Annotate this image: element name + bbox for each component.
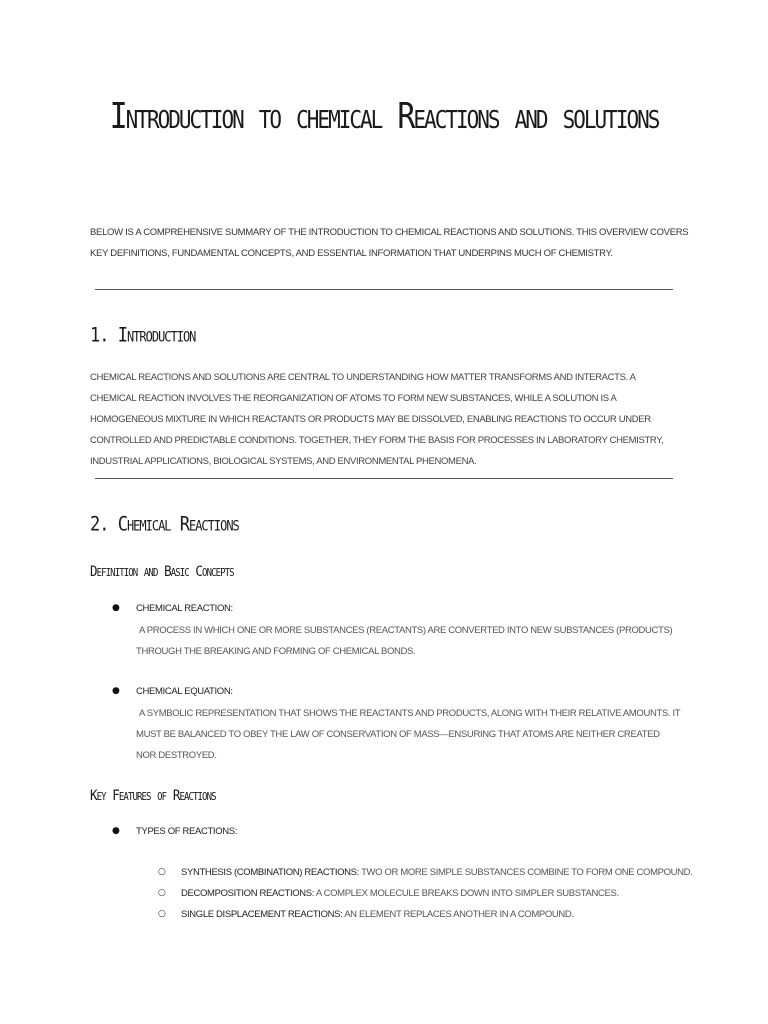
circle-bullet-icon: ○ <box>158 867 166 877</box>
definition-text: A PROCESS IN WHICH ONE OR MORE SUBSTANCES (REACTANTS) ARE CONVERTED INTO NEW SUBSTANCES (PRODUCTS) THROUGH THE BREAKING AND FORMING OF CHEMICAL BONDS. <box>136 625 673 657</box>
reaction-type-term: SYNTHESIS (COMBINATION) REACTIONS: <box>181 867 359 878</box>
list-item <box>181 867 693 878</box>
section-heading-chemical-reactions: 2. Chemical Reactions <box>90 513 239 536</box>
divider <box>95 289 673 290</box>
list-item <box>181 909 574 920</box>
reaction-type-term: DECOMPOSITION REACTIONS: <box>181 888 315 899</box>
bullet-icon: ● <box>112 603 120 613</box>
section-heading-introduction: 1. Introduction <box>90 324 196 347</box>
circle-bullet-icon: ○ <box>158 888 166 898</box>
definition-term: CHEMICAL EQUATION: <box>136 686 233 697</box>
reaction-type-definition: TWO OR MORE SIMPLE SUBSTANCES COMBINE TO FORM ONE COMPOUND. <box>361 867 693 878</box>
bullet-icon: ● <box>112 826 120 836</box>
introduction-paragraph: CHEMICAL REACTIONS AND SOLUTIONS ARE CENTRAL TO UNDERSTANDING HOW MATTER TRANSFORMS AND INTERACTS. A CHEMICAL REACTION INVOLVES THE REORGANIZATION OF ATOMS TO FORM NEW SUBSTANCES, WHILE A SOLUTION IS A HOMOGENEOUS MIXTURE IN WHICH REACTANTS OR PRODUCTS MAY BE DISSOLVED, ENABLING REACTIONS TO OCCUR UNDER CONTROLLED AND PREDICTABLE CONDITIONS. TOGETHER, THEY FORM THE BASIS FOR PROCESSES IN LABORATORY CHEMISTRY, INDUSTRIAL APPLICATIONS, BIOLOGICAL SYSTEMS, AND ENVIRONMENTAL PHENOMENA. <box>90 372 664 467</box>
intro-paragraph: BELOW IS A COMPREHENSIVE SUMMARY OF THE INTRODUCTION TO CHEMICAL REACTIONS AND SOLUTIONS. THIS OVERVIEW COVERS KEY DEFINITIONS, FUNDAMENTAL CONCEPTS, AND ESSENTIAL INFORMATION THAT UNDERPINS MUCH OF CHEMISTRY. <box>90 227 689 259</box>
definition-term: CHEMICAL REACTION: <box>136 603 233 614</box>
bullet-icon: ● <box>112 686 120 696</box>
document-title: Introduction to chemical Reactions and solutions <box>109 96 659 138</box>
subsection-heading-key-features: Key Features of Reactions <box>90 786 216 804</box>
reaction-type-term: SINGLE DISPLACEMENT REACTIONS: <box>181 909 343 920</box>
list-item <box>181 888 619 899</box>
subsection-heading-definitions: Definition and Basic Concepts <box>90 562 234 580</box>
types-of-reactions-label: TYPES OF REACTIONS: <box>136 826 238 837</box>
divider <box>95 478 673 479</box>
reaction-type-definition: A COMPLEX MOLECULE BREAKS DOWN INTO SIMPLER SUBSTANCES. <box>315 888 619 899</box>
definition-text: A SYMBOLIC REPRESENTATION THAT SHOWS THE REACTANTS AND PRODUCTS, ALONG WITH THEIR RELATIVE AMOUNTS. IT MUST BE BALANCED TO OBEY THE LAW OF CONSERVATION OF MASS—ENSURING THAT ATOMS ARE NEITHER CREATED NOR DESTROYED. <box>136 708 681 761</box>
reaction-type-definition: AN ELEMENT REPLACES ANOTHER IN A COMPOUND. <box>344 909 574 920</box>
circle-bullet-icon: ○ <box>158 909 166 919</box>
